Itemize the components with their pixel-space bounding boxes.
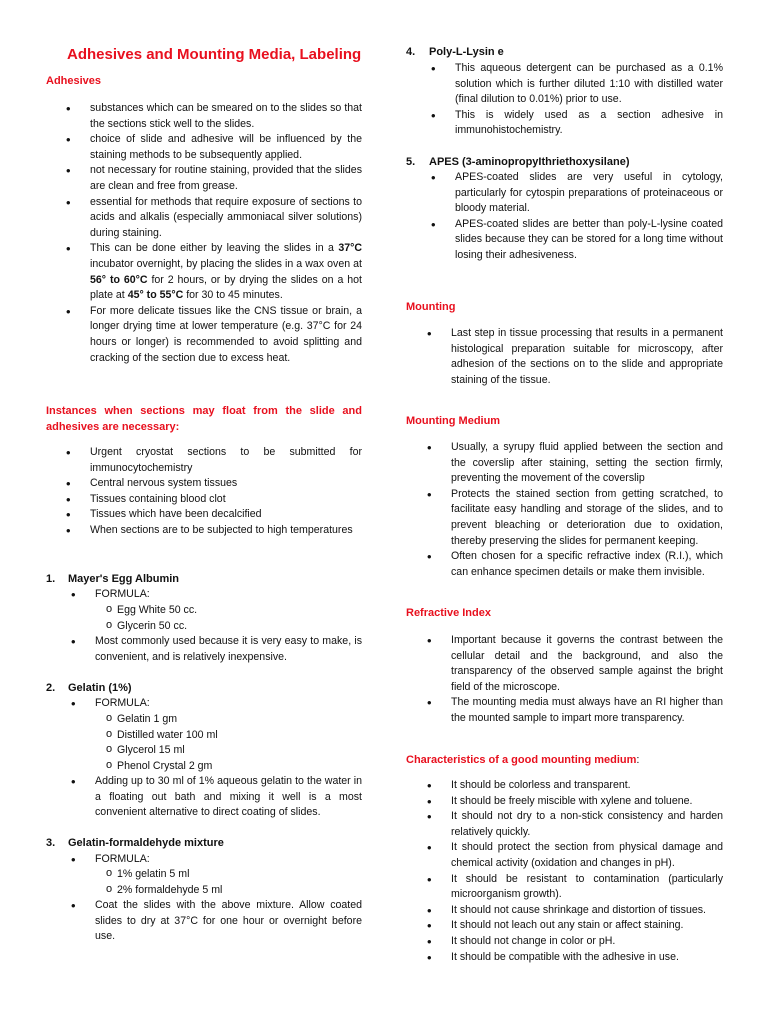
section-heading-refractive-index: Refractive Index [406, 607, 491, 619]
formula-item: o 2% formaldehyde 5 ml [106, 883, 346, 899]
list-item: • It should not leach out any stain or affect staining. [451, 918, 723, 934]
list-item: • not necessary for routine staining, provided that the slides are clean and free from grease. [90, 163, 362, 194]
list-item: • Last step in tissue processing that results in a permanent histological preparation suitable for microscopy, after adhesion of the sections on to the slide and appropriate staining of the tissue. [451, 326, 723, 388]
formula-label: • FORMULA: [95, 587, 362, 603]
gelform-note [95, 898, 362, 945]
formula-item: o Distilled water 100 ml [106, 728, 346, 744]
formula-label: • FORMULA: [95, 696, 362, 712]
list-item: • It should not cause shrinkage and distortion of tissues. [451, 903, 723, 919]
formula-item: o Glycerin 50 cc. [106, 619, 346, 635]
apes-list [455, 170, 723, 264]
mounting-medium-list [451, 440, 723, 580]
list-item: • It should not dry to a non-stick consistency and harden relatively quickly. [451, 809, 723, 840]
mayer-formula [106, 603, 346, 634]
list-item: • Usually, a syrupy fluid applied between the section and the coverslip after staining, setting the section firmly, preventing the movement of the coverslip [451, 440, 723, 487]
list-item: • For more delicate tissues like the CNS tissue or brain, a longer drying time at lower temperature (e.g. 37°C for 24 hours or longer) is recommended to avoid splitting and cracking of the section due to excess heat. [90, 304, 362, 366]
formula-item: o 1% gelatin 5 ml [106, 867, 346, 883]
formula-label: • FORMULA: [95, 852, 362, 868]
section-heading-mounting: Mounting [406, 301, 456, 313]
list-item: • choice of slide and adhesive will be influenced by the staining methods to be subsequently applied. [90, 132, 362, 163]
list-item: • The mounting media must always have an RI higher than the mounted sample to impart more transparency. [451, 695, 723, 726]
list-item: • When sections are to be subjected to high temperatures [90, 523, 362, 539]
list-item: • Coat the slides with the above mixture. Allow coated slides to dry at 37°C for one hour or overnight before use. [95, 898, 362, 945]
refractive-index-list [451, 633, 723, 727]
list-item: • It should be compatible with the adhesive in use. [451, 950, 723, 966]
gelform-formula [106, 867, 346, 898]
list-item: • It should protect the section from physical damage and chemical activity (oxidation and changes in pH). [451, 840, 723, 871]
list-item: • It should not change in color or pH. [451, 934, 723, 950]
formula-item: o Egg White 50 cc. [106, 603, 346, 619]
list-item: • It should be freely miscible with xylene and toluene. [451, 794, 723, 810]
list-item: • Protects the stained section from getting scratched, to facilitate easy handling and storage of the slides, and to prevent bleaching or deterioration due to oxidation, thereby preserving the slides for permanent keeping. [451, 487, 723, 549]
mayer-list [95, 587, 362, 603]
gelatin-formula [106, 712, 346, 774]
list-item: • APES-coated slides are better than poly-L-lysine coated slides because they can be stored for a long time without losing their adhesiveness. [455, 217, 723, 264]
list-item: • Tissues containing blood clot [90, 492, 362, 508]
list-item: • substances which can be smeared on to the slides so that the sections stick well to the slides. [90, 101, 362, 132]
gelform-list [95, 852, 362, 868]
numbered-heading-gelatin: 2. Gelatin (1%) [46, 682, 132, 694]
list-item: • Urgent cryostat sections to be submitted for immunocytochemistry [90, 445, 362, 476]
gelatin-note [95, 774, 362, 821]
section-heading-adhesives: Adhesives [46, 75, 102, 87]
numbered-heading-polylysine: 4. Poly-L-Lysin e [406, 46, 504, 58]
list-item: • It should be colorless and transparent. [451, 778, 723, 794]
list-item-drying: • This can be done either by leaving the slides in a 37°C incubator overnight, by placing the slides in a wax oven at 56° to 60°C for 2 hours, or by drying the slides on a hot plate at 45° to 55°C for 30 to 45 minutes. [90, 241, 362, 303]
page-title: Adhesives and Mounting Media, Labeling [67, 46, 362, 63]
list-item: • Often chosen for a specific refractive index (R.I.), which can enhance specimen details or make them invisible. [451, 549, 723, 580]
section-heading-instances: Instances when sections may float from the slide and adhesives are necessary: [46, 405, 362, 433]
formula-item: o Gelatin 1 gm [106, 712, 346, 728]
gelatin-list [95, 696, 362, 712]
formula-item: o Glycerol 15 ml [106, 743, 346, 759]
instances-list [90, 445, 362, 539]
formula-item: o Phenol Crystal 2 gm [106, 759, 346, 775]
list-item: • Most commonly used because it is very easy to make, is convenient, and is relatively inexpensive. [95, 634, 362, 665]
list-item: • APES-coated slides are very useful in cytology, particularly for cytospin preparations of proteinaceous or bloody material. [455, 170, 723, 217]
list-item: • essential for methods that require exposure of sections to acids and alkalis (especially ammoniacal silver solutions) during staining. [90, 195, 362, 242]
section-heading-mounting-medium: Mounting Medium [406, 415, 501, 427]
list-item: • This aqueous detergent can be purchased as a 0.1% solution which is further diluted 1:10 with distilled water (final dilution to 0.01%) prior to use. [455, 61, 723, 108]
list-item: • This is widely used as a section adhesive in immunohistochemistry. [455, 108, 723, 139]
list-item: • Tissues which have been decalcified [90, 507, 362, 523]
polylysine-list [455, 61, 723, 139]
numbered-heading-apes: 5. APES (3-aminopropyIthriethoxysilane) [406, 156, 630, 168]
list-item: • Adding up to 30 ml of 1% aqueous gelatin to the water in a floating out bath and mixing it well is a most convenient alternative to direct coating of slides. [95, 774, 362, 821]
numbered-heading-mayer: 1. Mayer's Egg Albumin [46, 573, 180, 585]
section-heading-characteristics: Characteristics of a good mounting medium: [406, 754, 640, 766]
characteristics-list [451, 778, 723, 965]
list-item: • Important because it governs the contrast between the cellular detail and the background, and also the transparency of the observed sample against the bright field of the microscope. [451, 633, 723, 695]
list-item: • It should be resistant to contamination (particularly microorganism growth). [451, 872, 723, 903]
mayer-note [95, 634, 362, 665]
list-item: • Central nervous system tissues [90, 476, 362, 492]
mounting-list [451, 326, 723, 388]
numbered-heading-gelatin-formaldehyde: 3. Gelatin-formaldehyde mixture [46, 837, 224, 849]
adhesives-list [90, 101, 362, 366]
